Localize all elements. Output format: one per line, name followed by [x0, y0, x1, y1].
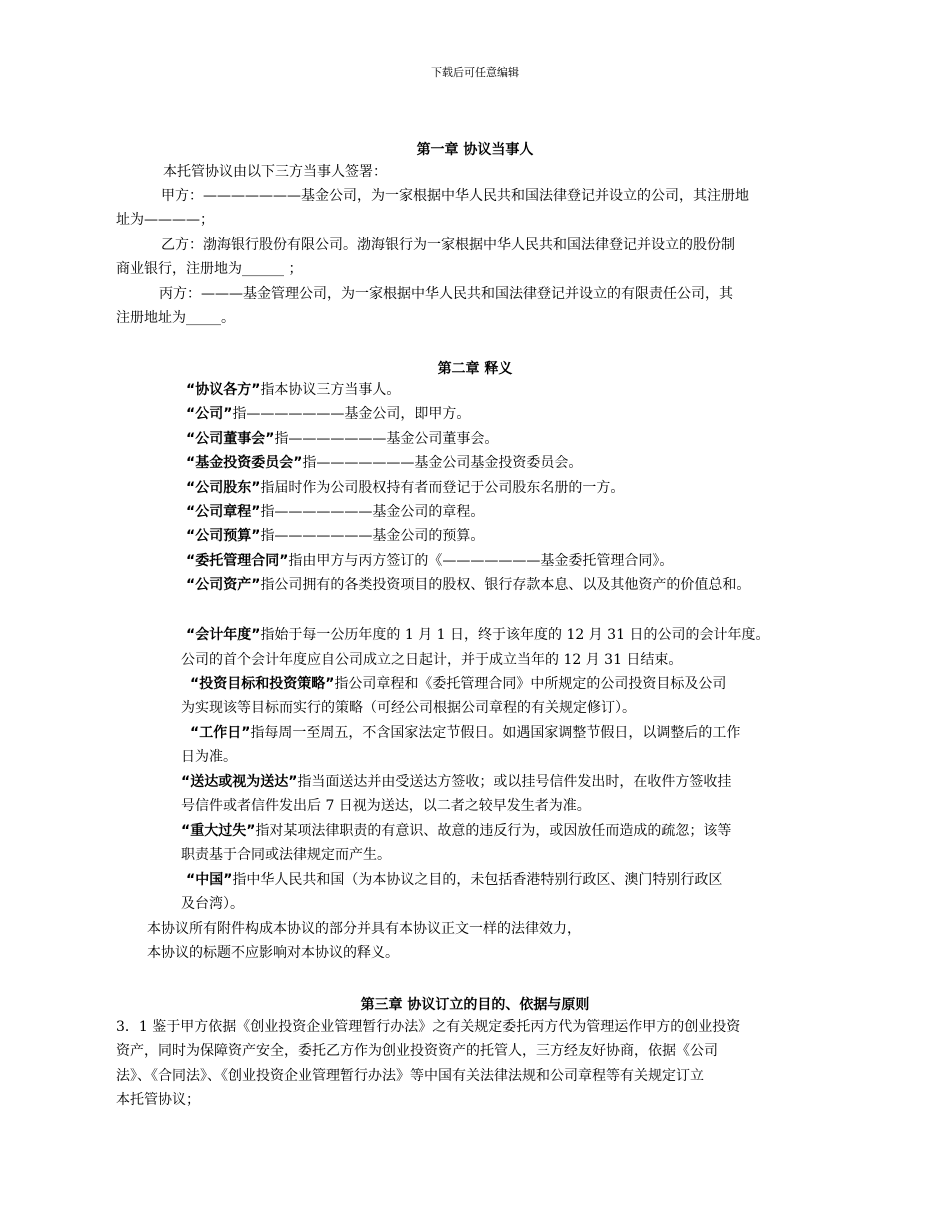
page-header: 下载后可任意编辑	[431, 66, 519, 79]
definition-item: “投资目标和投资策略”指公司章程和《委托管理合同》中所规定的公司投资目标及公司	[190, 676, 727, 692]
definition-item-cont: 及台湾）。	[181, 896, 244, 912]
definition-item: “公司资产”指公司拥有的各类投资项目的股权、银行存款本息、以及其他资产的价值总和。	[186, 577, 751, 593]
definition-item: “公司董事会”指———————基金公司董事会。	[186, 431, 499, 447]
definition-item: “公司”指———————基金公司，即甲方。	[186, 406, 471, 422]
definition-item: “公司股东”指届时作为公司股权持有者而登记于公司股东名册的一方。	[186, 480, 625, 496]
party-c-line2: 注册地址为_____。	[116, 310, 235, 326]
party-b-line1: 乙方：渤海银行股份有限公司。渤海银行为一家根据中华人民共和国法律登记并设立的股份制	[161, 237, 735, 253]
party-a-line2: 址为————；	[116, 212, 214, 228]
ch3-line-1: 3．1 鉴于甲方依据《创业投资企业管理暂行办法》之有关规定委托丙方代为管理运作甲方的创业投资	[116, 1019, 741, 1035]
definition-item-cont: 号信件或者信件发出后 7 日视为送达，以二者之较早发生者为准。	[181, 798, 591, 814]
definition-item: “公司预算”指———————基金公司的预算。	[186, 528, 485, 544]
definition-item: “工作日”指每周一至周五，不含国家法定节假日。如遇国家调整节假日，以调整后的工作	[190, 725, 741, 741]
ch3-line-3: 法》、《合同法》、《创业投资企业管理暂行办法》等中国有关法律法规和公司章程等有关规定订立	[116, 1068, 704, 1084]
definition-item-cont: 公司的首个会计年度应自公司成立之日起计，并于成立当年的 12 月 31 日结束。	[181, 652, 683, 668]
definition-item: “公司章程”指———————基金公司的章程。	[186, 504, 485, 520]
ch3-line-2: 资产，同时为保障资产安全，委托乙方作为创业投资资产的托管人，三方经友好协商，依据《公司	[116, 1043, 718, 1059]
definition-item-cont: 日为准。	[181, 749, 237, 765]
party-a-line1: 甲方：———————基金公司，为一家根据中华人民共和国法律登记并设立的公司，其注册地	[161, 188, 749, 204]
definition-item-cont: 为实现该等目标而实行的策略（可经公司根据公司章程的有关规定修订）。	[181, 700, 636, 716]
ch2-paragraph-2: 本协议的标题不应影响对本协议的释义。	[147, 945, 399, 961]
definition-item: “中国”指中华人民共和国（为本协议之目的，未包括香港特别行政区、澳门特别行政区	[186, 872, 723, 888]
definition-item: “会计年度”指始于每一公历年度的 1 月 1 日，终于该年度的 12 月 31 日的公司的会计年度。	[186, 627, 770, 643]
ch3-line-4: 本托管协议；	[116, 1092, 200, 1108]
definition-item: “委托管理合同”指由甲方与丙方签订的《———————基金委托管理合同》。	[186, 553, 674, 569]
chapter-3-title: 第三章 协议订立的目的、依据与原则	[360, 997, 590, 1013]
party-b-line2: 商业银行，注册地为______ ；	[116, 261, 303, 277]
party-c-line1: 丙方：———基金管理公司，为一家根据中华人民共和国法律登记并设立的有限责任公司，其	[159, 286, 733, 302]
chapter-1-title: 第一章 协议当事人	[416, 142, 534, 158]
definition-item-cont: 职责基于合同或法律规定而产生。	[181, 847, 391, 863]
definition-item: “协议各方”指本协议三方当事人。	[186, 382, 401, 398]
ch1-intro: 本托管协议由以下三方当事人签署：	[163, 164, 387, 180]
definition-item: “送达或视为送达”指当面送达并由受送达方签收；或以挂号信件发出时，在收件方签收挂	[181, 774, 732, 790]
chapter-2-title: 第二章 释义	[437, 361, 513, 377]
definition-item: “重大过失”指对某项法律职责的有意识、故意的违反行为，或因放任而造成的疏忽；该等	[181, 823, 732, 839]
definition-item: “基金投资委员会”指———————基金公司基金投资委员会。	[186, 455, 583, 471]
ch2-paragraph-1: 本协议所有附件构成本协议的部分并具有本协议正文一样的法律效力，	[147, 921, 581, 937]
